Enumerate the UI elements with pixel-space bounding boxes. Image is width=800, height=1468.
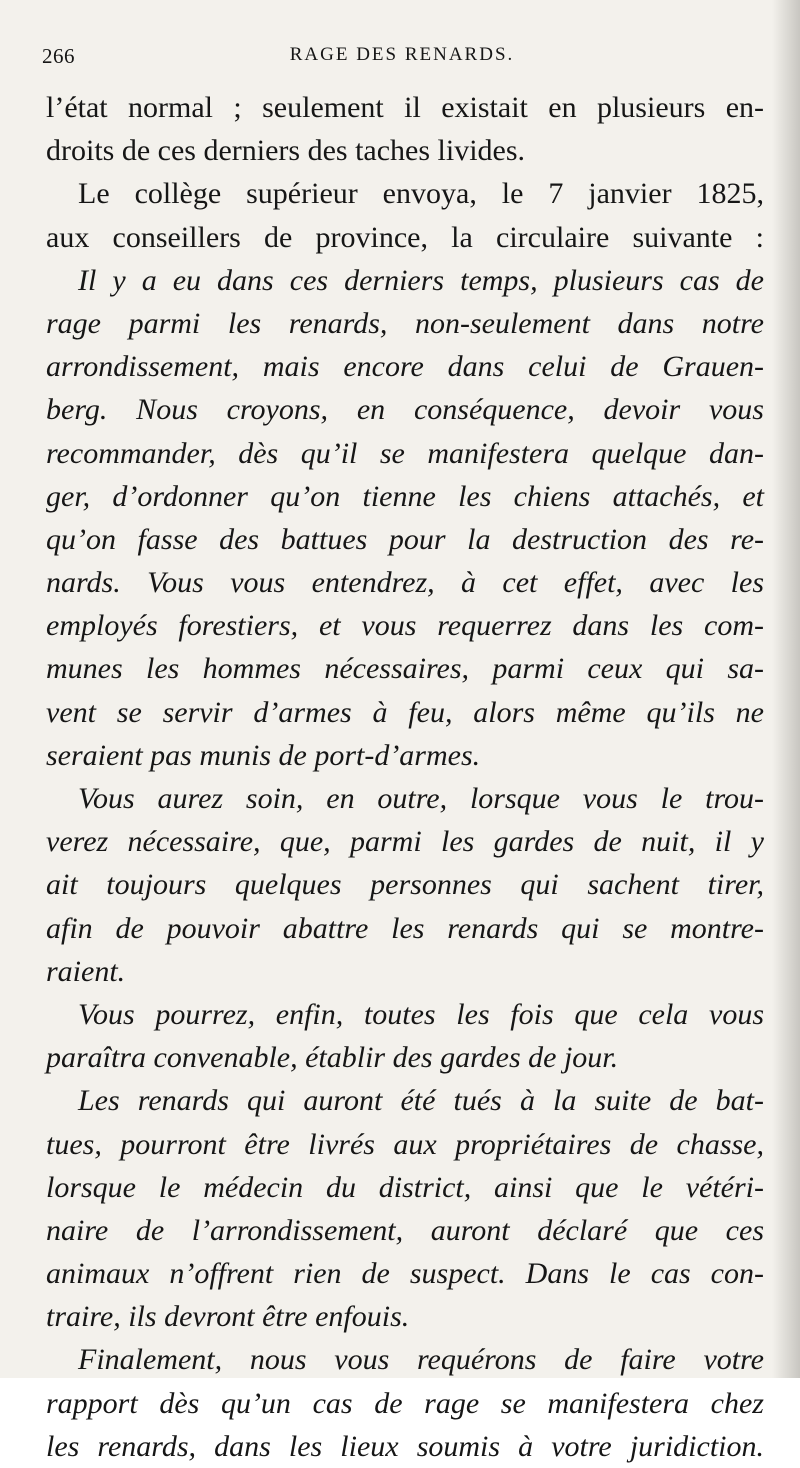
circular-line: animaux n’offrent rien de suspect. Dans le cas con- [46,1257,764,1291]
circular-line: ait toujours quelques personnes qui sachent tirer, [46,868,764,902]
circular-line: raient. [46,954,126,988]
circular-line: paraîtra convenable, établir des gardes de jour. [46,1041,619,1075]
text-line: aux conseillers de province, la circulaire suivante : [46,220,764,254]
circular-line: munes les hommes nécessaires, parmi ceux qui sa- [46,652,764,686]
circular-line: ger, d’ordonner qu’on tienne les chiens attachés, et [46,479,764,513]
circular-line: verez nécessaire, que, parmi les gardes de nuit, il y [46,825,764,859]
circular-line: qu’on fasse des battues pour la destruction des re- [46,522,764,556]
circular-line: tues, pourront être livrés aux propriétaires de chasse, [46,1127,764,1161]
circular-line: Vous aurez soin, en outre, lorsque vous le trou- [78,782,764,815]
circular-line: Il y a eu dans ces derniers temps, plusieurs cas de [78,263,764,297]
circular-line: naire de l’arrondissement, auront déclaré que ces [46,1213,764,1247]
circular-line: nards. Vous vous entendrez, à cet effet, avec les [46,566,764,600]
page-header [42,44,762,74]
circular-line: recommander, dès qu’il se manifestera quelque dan- [46,436,764,470]
text-line: l’état normal ; seulement il existait en plusieurs en- [46,91,764,124]
circular-line: traire, ils devront être enfouis. [46,1300,410,1334]
circular-line: vent se servir d’armes à feu, alors même qu’ils ne [46,695,764,729]
text-line: Le collège supérieur envoya, le 7 janvier 1825, [78,177,764,211]
circular-line: les renards, dans les lieux soumis à votre juridiction. [46,1429,764,1463]
circular-line: rapport dès qu’un cas de rage se manifestera chez [46,1386,764,1420]
circular-line: Vous pourrez, enfin, toutes les fois que cela vous [78,997,764,1031]
page-number: 266 [42,44,75,68]
running-title: RAGE DES RENARDS. [289,44,515,65]
circular-line: berg. Nous croyons, en conséquence, devoir vous [46,393,764,427]
page-body [46,86,764,1468]
circular-line: employés forestiers, et vous requerrez dans les com- [46,609,764,643]
circular-line: rage parmi les renards, non-seulement dans notre [46,306,764,340]
circular-line: seraient pas munis de port-d’armes. [46,738,481,772]
circular-line: arrondissement, mais encore dans celui de Grauen- [46,350,764,384]
circular-line: Finalement, nous vous requérons de faire votre [78,1343,764,1377]
circular-line: afin de pouvoir abattre les renards qui se montre- [46,911,764,945]
circular-line: Les renards qui auront été tués à la suite de bat- [78,1084,764,1118]
text-line: droits de ces derniers des taches livides. [46,134,526,168]
circular-line: lorsque le médecin du district, ainsi que le vétéri- [46,1170,764,1204]
